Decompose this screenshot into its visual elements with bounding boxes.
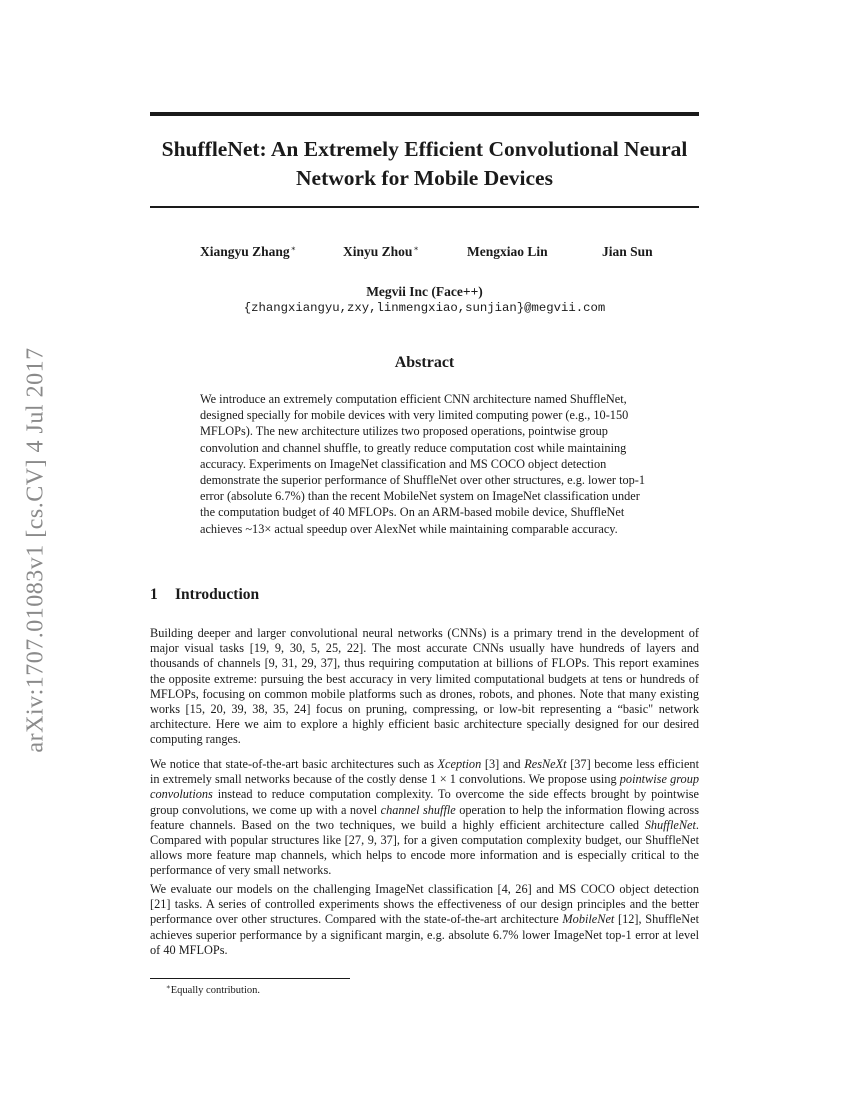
footnote-text: Equally contribution. xyxy=(170,985,261,996)
author-4 xyxy=(602,244,653,260)
intro-paragraph-2 xyxy=(150,757,699,879)
text-run: . Compared with popular structures like [27, 9, 37], for a given computation complexity budget, our ShuffleNet allows more feature map channels, which helps to encode more information and is especially critical to the performance of very small networks. xyxy=(150,817,699,878)
author-2 xyxy=(343,244,419,260)
author-name: Xiangyu Zhang xyxy=(200,244,290,259)
text-run: [12], ShuffleNet achieves superior performance by a significant margin, e.g. absolute 6.7% lower ImageNet top-1 error at level of 40 MFLOPs. xyxy=(150,912,699,957)
abstract-heading: Abstract xyxy=(394,354,455,371)
author-mark: ∗ xyxy=(290,244,297,253)
intro-paragraph-1: Building deeper and larger convolutional neural networks (CNNs) is a primary trend in the development of major visual tasks [19, 9, 30, 5, 25, 22]. The most accurate CNNs usually have hundreds of layers and thousands of channels [9, 31, 29, 37], thus requiring computation at billions of FLOPs. This report examines the opposite extreme: pursuing the best accuracy in very limited computational budgets at tens or hundreds of MFLOPs, focusing on common mobile platforms such as drones, robots, and phones. Note that many existing works [15, 20, 39, 38, 35, 24] focus on pruning, compressing, or low-bit representing a “basic" network architecture. Here we aim to explore a highly efficient basic architecture specially designed for our desired computing ranges. xyxy=(150,626,699,747)
author-mark: ∗ xyxy=(413,244,419,253)
italic-term: Xception xyxy=(437,757,482,771)
author-3 xyxy=(467,244,548,260)
text-run: [37] become less efficient in extremely small networks because of the costly dense 1 × 1 convolutions. We propose using xyxy=(150,757,699,787)
italic-term: ResNeXt xyxy=(524,757,567,771)
author-name: Jian Sun xyxy=(602,244,653,259)
title-top-rule xyxy=(150,112,699,116)
text-run: instead to reduce computation complexity. To overcome the side effects brought by pointwise group convolutions, we come up with a novel xyxy=(150,787,699,817)
author-1 xyxy=(200,244,296,260)
footnote-mark: ∗ xyxy=(166,983,171,991)
text-run: [3] and xyxy=(481,757,525,771)
author-emails: {zhangxiangyu,zxy,linmengxiao,sunjian}@megvii.com xyxy=(243,301,606,315)
affiliation: Megvii Inc (Face++) xyxy=(366,284,483,299)
text-run: We evaluate our models on the challenging ImageNet classification [4, 26] and MS COCO object detection [21] tasks. A series of controlled experiments shows the effectiveness of our design principles and the better performance over other structures. Compared with the state-of-the-art architecture xyxy=(150,882,699,927)
footnote xyxy=(166,983,260,996)
paper-title: ShuffleNet: An Extremely Efficient Convolutional Neural Network for Mobile Devices xyxy=(161,137,688,190)
author-name: Xinyu Zhou xyxy=(343,244,413,259)
text-run: We notice that state-of-the-art basic architectures such as xyxy=(150,757,438,771)
section-heading xyxy=(150,586,259,604)
author-name: Mengxiao Lin xyxy=(467,244,548,259)
footnote-rule xyxy=(150,978,350,979)
section-number: 1 xyxy=(150,586,158,603)
intro-paragraph-3 xyxy=(150,882,699,958)
arxiv-side-stamp: arXiv:1707.01083v1 [cs.CV] 4 Jul 2017 xyxy=(22,347,49,753)
italic-term: ShuffleNet xyxy=(644,817,696,832)
italic-term: pointwise group convolutions xyxy=(150,772,700,802)
text-run: operation to help the information flowing across feature channels. Based on the two techniques, we build a highly efficient architecture called xyxy=(150,802,700,832)
italic-term: MobileNet xyxy=(562,912,615,927)
title-bottom-rule xyxy=(150,206,699,208)
section-title: Introduction xyxy=(175,586,260,603)
italic-term: channel shuffle xyxy=(380,802,456,817)
abstract-text: We introduce an extremely computation efficient CNN architecture named ShuffleNet, designed specially for mobile devices with very limited computing power (e.g., 10-150 MFLOPs). The new architecture utilizes two proposed operations, pointwise group convolution and channel shuffle, to greatly reduce computation cost while maintaining accuracy. Experiments on ImageNet classification and MS COCO object detection demonstrate the superior performance of ShuffleNet over other structures, e.g. lower top-1 error (absolute 6.7%) than the recent MobileNet system on ImageNet classification under the computation budget of 40 MFLOPs. On an ARM-based mobile device, ShuffleNet achieves ~13× actual speedup over AlexNet while maintaining comparable accuracy. xyxy=(200,392,646,536)
